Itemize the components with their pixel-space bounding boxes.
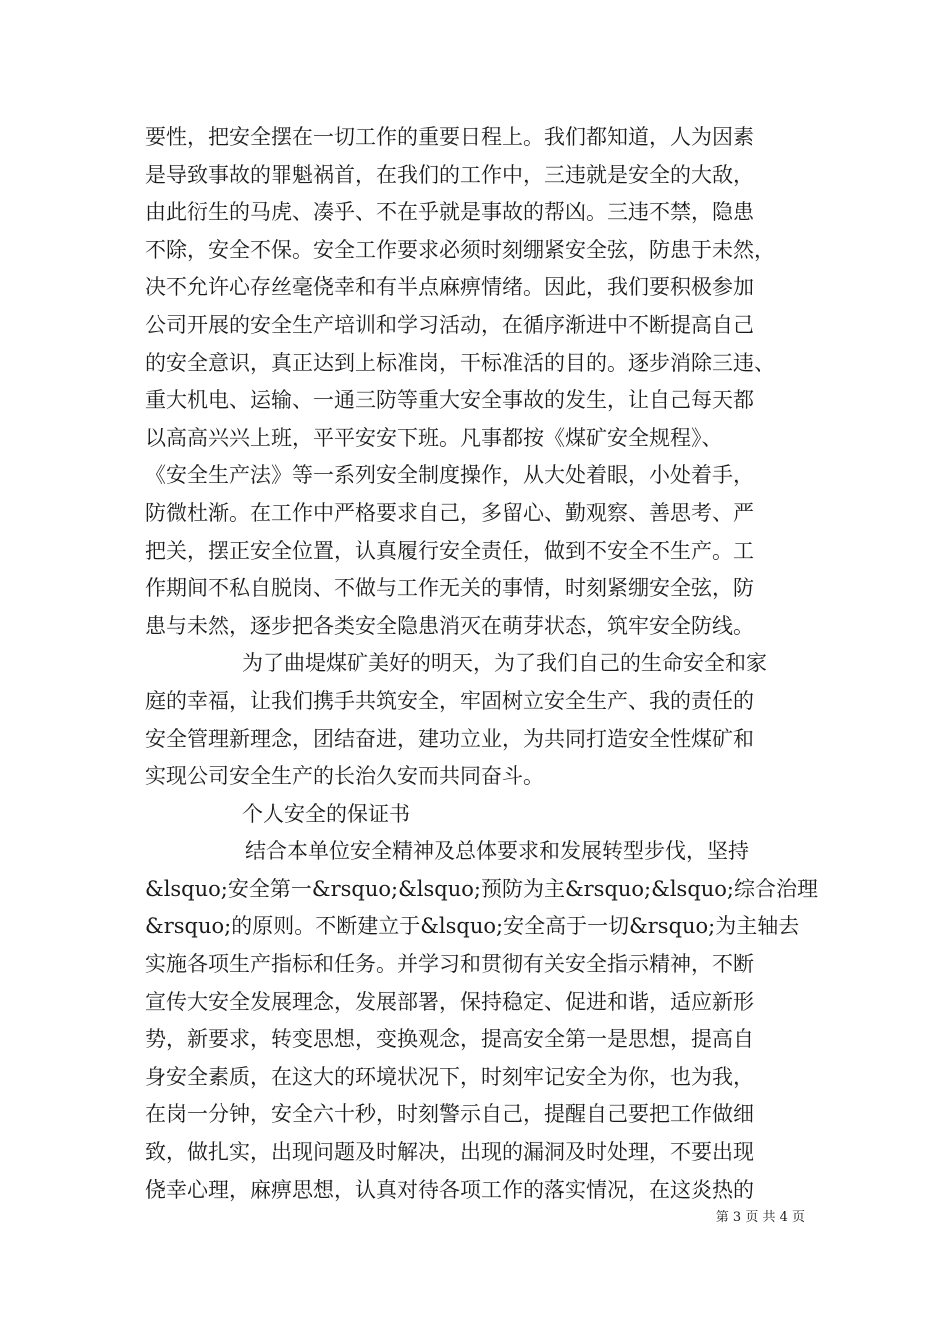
text-line: 作期间不私自脱岗、不做与工作无关的事情，时刻紧绷安全弦，防 <box>145 576 754 601</box>
text-line: &lsquo;安全第一&rsquo;&lsquo;预防为主&rsquo;&lsquo;综合治理 <box>145 876 819 901</box>
text-line: 患与未然，逐步把各类安全隐患消灭在萌芽状态，筑牢安全防线。 <box>145 613 754 638</box>
body-text <box>145 119 819 1209</box>
paragraph-start-line: 结合本单位安全精神及总体要求和发展转型步伐，坚持 <box>245 839 749 864</box>
text-line: 庭的幸福，让我们携手共筑安全，牢固树立安全生产、我的责任的 <box>145 688 754 713</box>
text-line: 身安全素质，在这大的环境状况下，时刻牢记安全为你，也为我， <box>145 1064 754 1089</box>
text-line: 要性，把安全摆在一切工作的重要日程上。我们都知道，人为因素 <box>145 125 754 149</box>
text-line: 把关，摆正安全位置，认真履行安全责任，做到不安全不生产。工 <box>145 538 754 563</box>
text-line: 在岗一分钟，安全六十秒，时刻警示自己，提醒自己要把工作做细 <box>145 1102 754 1127</box>
text-line: 安全管理新理念，团结奋进，建功立业，为共同打造安全性煤矿和 <box>145 726 754 751</box>
text-line: 实现公司安全生产的长治久安而共同奋斗。 <box>145 764 544 789</box>
text-line: 由此衍生的马虎、凑乎、不在乎就是事故的帮凶。三违不禁，隐患 <box>145 200 754 225</box>
text-line: 公司开展的安全生产培训和学习活动，在循序渐进中不断提高自己 <box>145 312 754 337</box>
text-line: 以高高兴兴上班，平平安安下班。凡事都按《煤矿安全规程》、 <box>145 425 723 450</box>
paragraph-start-line: 为了曲堤煤矿美好的明天，为了我们自己的生命安全和家 <box>242 651 767 676</box>
text-line: &rsquo;的原则。不断建立于&lsquo;安全高于一切&rsquo;为主轴去 <box>145 914 800 939</box>
text-line: 的安全意识，真正达到上标准岗，干标准活的目的。逐步消除三违、 <box>145 350 775 375</box>
page-number-footer: 第 3 页 共 4 页 <box>715 1210 805 1225</box>
text-line: 防微杜渐。在工作中严格要求自己，多留心、勤观察、善思考、严 <box>145 500 754 525</box>
text-line: 侥幸心理，麻痹思想，认真对待各项工作的落实情况，在这炎热的 <box>145 1177 754 1202</box>
text-line: 宣传大安全发展理念，发展部署，保持稳定、促进和谐，适应新形 <box>145 989 754 1014</box>
text-line: 《安全生产法》等一系列安全制度操作，从大处着眼，小处着手， <box>145 463 754 488</box>
text-line: 是导致事故的罪魁祸首，在我们的工作中，三违就是安全的大敌， <box>145 162 754 187</box>
text-line: 势，新要求，转变思想，变换观念，提高安全第一是思想，提高自 <box>145 1027 754 1052</box>
text-line: 致，做扎实，出现问题及时解决，出现的漏洞及时处理，不要出现 <box>145 1140 754 1165</box>
text-line: 实施各项生产指标和任务。并学习和贯彻有关安全指示精神，不断 <box>145 952 754 977</box>
text-line: 决不允许心存丝毫侥幸和有半点麻痹情绪。因此，我们要积极参加 <box>145 275 754 300</box>
section-title: 个人安全的保证书 <box>242 801 410 826</box>
text-line: 重大机电、运输、一通三防等重大安全事故的发生，让自己每天都 <box>145 388 754 413</box>
text-line: 不除，安全不保。安全工作要求必须时刻绷紧安全弦，防患于未然， <box>145 237 775 262</box>
